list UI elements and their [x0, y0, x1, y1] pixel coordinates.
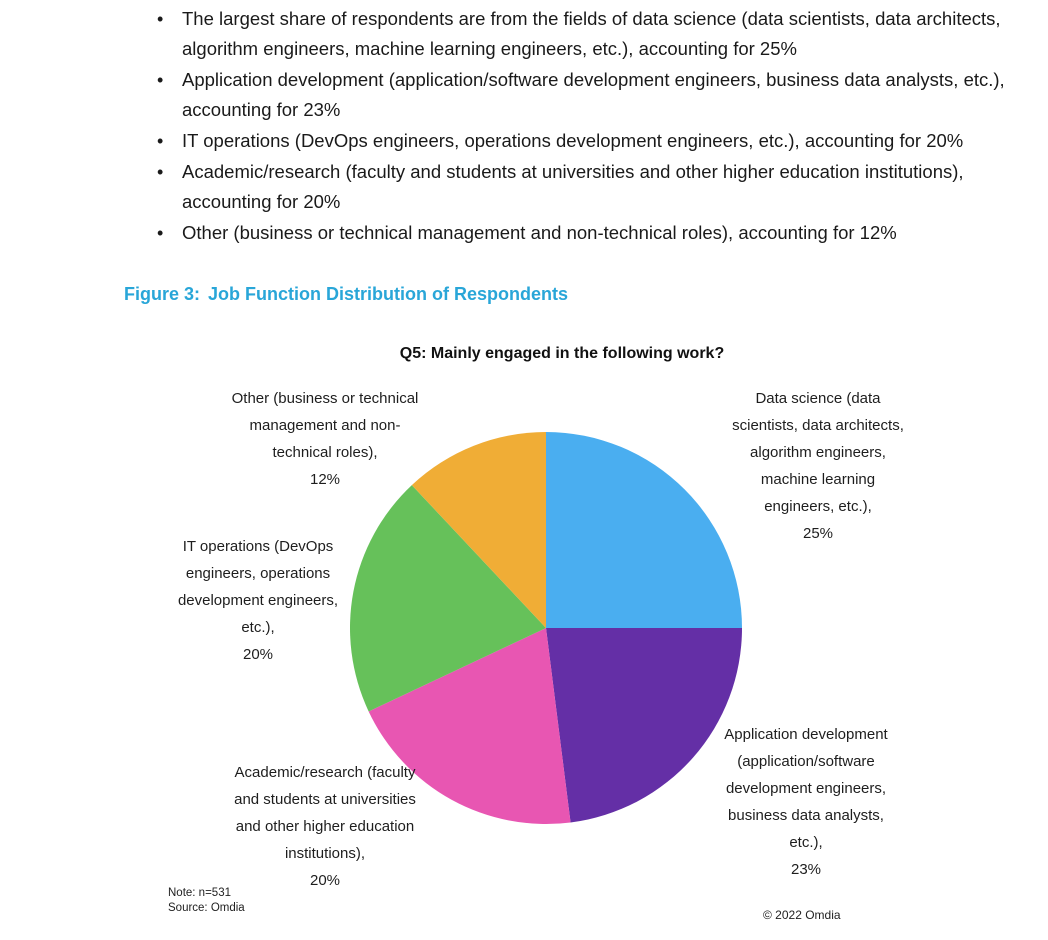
bullet-text: IT operations (DevOps engineers, operations development engineers, etc.), accounting for 20% — [182, 130, 964, 151]
bullet-dot: • — [157, 162, 164, 182]
figure-title-text: Job Function Distribution of Respondents — [208, 284, 568, 304]
chart-note — [168, 886, 245, 916]
bullet-text: Academic/research (faculty and students at universities and other higher education institutions), accounting for 20% — [182, 161, 964, 212]
bullet-dot: • — [157, 70, 164, 90]
pie-slice-data-science — [546, 432, 742, 628]
bullet-dot: • — [157, 131, 164, 151]
note-sample-size: Note: n=531 — [168, 887, 231, 899]
bullet-text: Application development (application/software development engineers, business data analysts, etc.), accounting for 23% — [182, 69, 1005, 120]
slice-label-it-operations: IT operations (DevOps engineers, operations development engineers, etc.), 20% — [177, 538, 339, 663]
bullet-text: Other (business or technical management and non-technical roles), accounting for 12% — [182, 222, 897, 243]
slice-label-other: Other (business or technical management and non- technical roles), 12% — [231, 390, 419, 488]
figure-label: Figure 3: — [124, 284, 201, 304]
chart-title: Q5: Mainly engaged in the following work? — [399, 345, 725, 362]
note-source: Source: Omdia — [168, 902, 245, 914]
slice-label-academic-research: Academic/research (faculty and students at universities and other higher education institutions), 20% — [234, 764, 416, 889]
bullet-text: The largest share of respondents are from the fields of data science (data scientists, data architects, algorithm engineers, machine learning engineers, etc.), accounting for 25% — [182, 8, 1001, 59]
bullet-dot: • — [157, 9, 164, 29]
slice-label-application-development: Application development (application/software development engineers, business data analysts, etc.), 23% — [724, 726, 888, 878]
slice-label-data-science: Data science (data scientists, data architects, algorithm engineers, machine learning engineers, etc.), 25% — [732, 390, 904, 542]
bullet-dot: • — [157, 223, 164, 243]
copyright: © 2022 Omdia — [763, 908, 841, 922]
